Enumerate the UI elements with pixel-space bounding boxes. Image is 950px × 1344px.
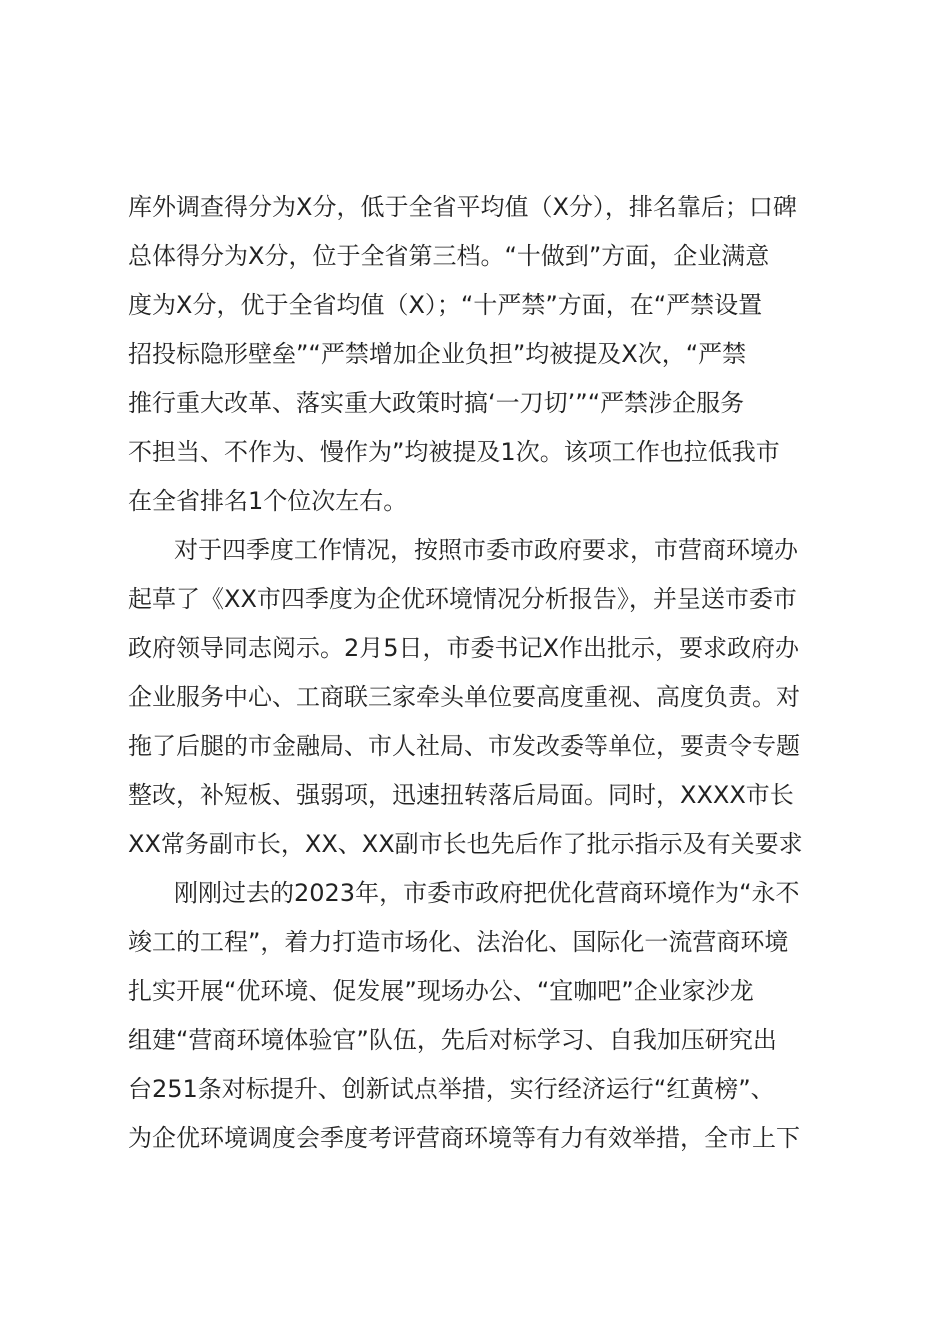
text-line: 起草了《XX市四季度为企优环境情况分析报告》，并呈送市委市 — [128, 585, 797, 613]
paragraph-survey-results — [128, 183, 858, 526]
paragraph-fourth-quarter — [128, 526, 858, 869]
text-line: 推行重大改革、落实重大政策时搞‘一刀切’”“严禁涉企服务 — [128, 389, 745, 417]
text-line: 扎实开展“优环境、促发展”现场办公、“宜咖吧”企业家沙龙 — [128, 977, 754, 1005]
text-line: XX常务副市长，XX、XX副市长也先后作了批示指示及有关要求 — [128, 830, 803, 858]
text-line: 为企优环境调度会季度考评营商环境等有力有效举措，全市上下 — [128, 1124, 800, 1152]
text-line: 对于四季度工作情况，按照市委市政府要求，市营商环境办 — [174, 536, 798, 564]
text-line: 台251条对标提升、创新试点举措，实行经济运行“红黄榜”、 — [128, 1075, 775, 1103]
text-line: 企业服务中心、工商联三家牵头单位要高度重视、高度负责。对 — [128, 683, 800, 711]
text-line: 不担当、不作为、慢作为”均被提及1次。该项工作也拉低我市 — [128, 438, 780, 466]
text-line: 拖了后腿的市金融局、市人社局、市发改委等单位，要责令专题 — [128, 732, 800, 760]
text-line: 度为X分，优于全省均值（X）；“十严禁”方面，在“严禁设置 — [128, 291, 763, 319]
text-line: 刚刚过去的2023年，市委市政府把优化营商环境作为“永不 — [174, 879, 800, 907]
text-line: 整改，补短板、强弱项，迅速扭转落后局面。同时，XXXX市长 — [128, 781, 794, 809]
text-line: 库外调查得分为X分，低于全省平均值（X分），排名靠后；口碑 — [128, 193, 797, 221]
text-line: 总体得分为X分，位于全省第三档。“十做到”方面，企业满意 — [128, 242, 770, 270]
text-line: 组建“营商环境体验官”队伍，先后对标学习、自我加压研究出 — [128, 1026, 777, 1054]
text-line: 政府领导同志阅示。2月5日，市委书记X作出批示，要求政府办 — [128, 634, 799, 662]
document-body — [128, 183, 858, 1163]
text-line: 招投标隐形壁垒”“严禁增加企业负担”均被提及X次，“严禁 — [128, 340, 747, 368]
paragraph-year-2023 — [128, 869, 858, 1163]
text-line: 在全省排名1个位次左右。 — [128, 487, 408, 515]
text-line: 竣工的工程”，着力打造市场化、法治化、国际化一流营商环境 — [128, 928, 789, 956]
